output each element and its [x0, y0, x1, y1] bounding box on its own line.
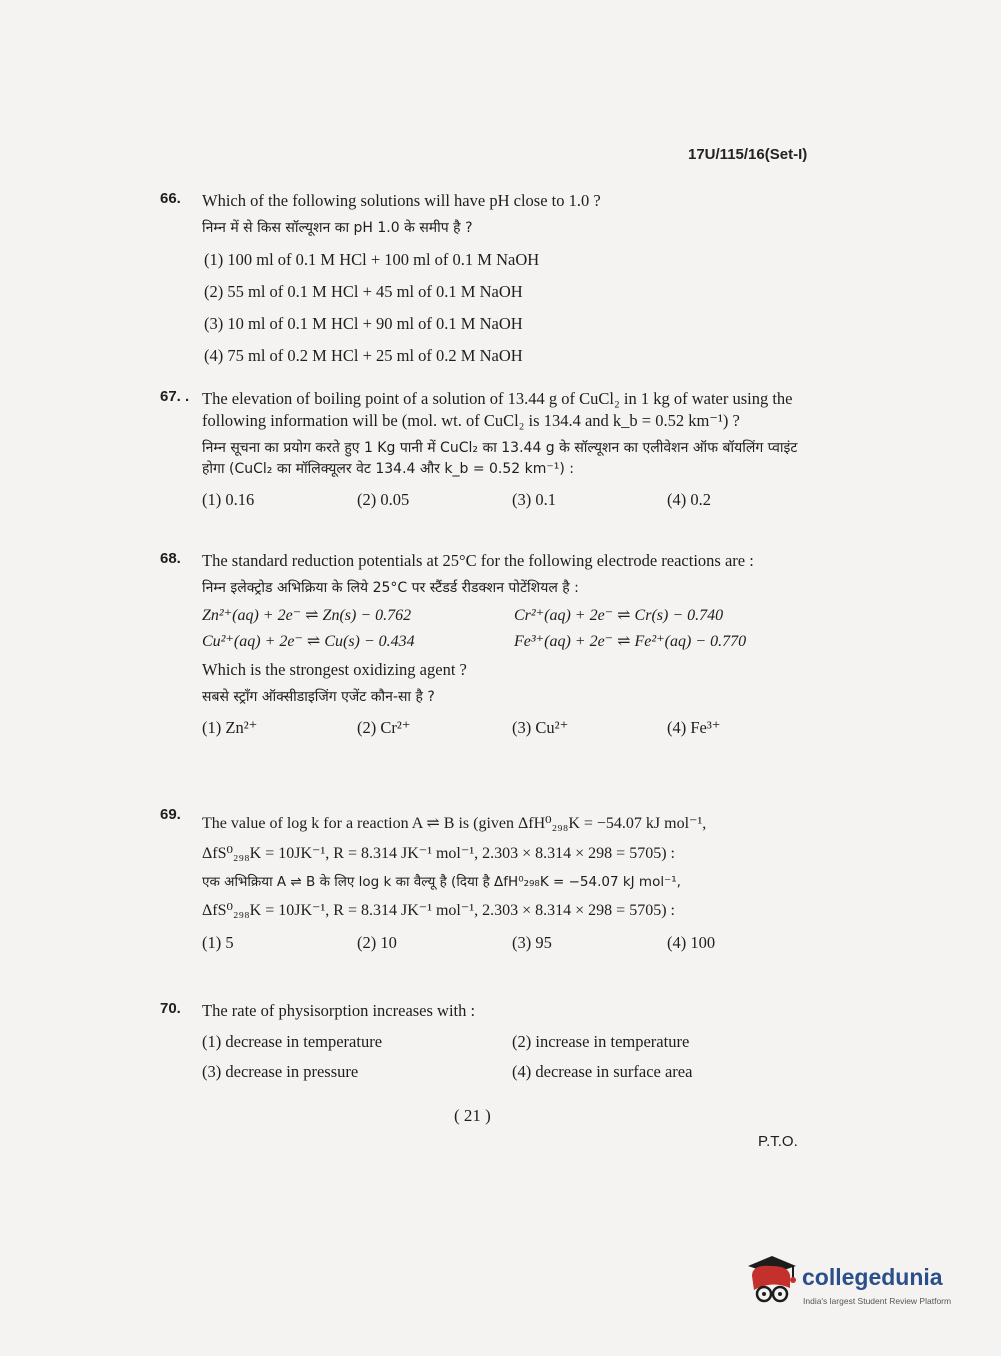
- option-3: (3) 0.1: [512, 490, 556, 509]
- question-number: 70.: [160, 1000, 181, 1017]
- option-1: (1) 0.16: [202, 490, 255, 509]
- option-4: (4) Fe³⁺: [667, 718, 721, 737]
- reaction-zn: Zn²⁺(aq) + 2e⁻ ⇌ Zn(s) − 0.762: [202, 607, 412, 624]
- question-text-en: Which of the following solutions will have pH close to 1.0 ?: [202, 191, 601, 210]
- question-66: [160, 190, 820, 367]
- question-number: 69.: [160, 806, 181, 823]
- paper-code: 17U/115/16(Set-I): [688, 146, 808, 163]
- question-69: [160, 806, 820, 953]
- reaction-fe: Fe³⁺(aq) + 2e⁻ ⇌ Fe²⁺(aq) − 0.770: [514, 633, 747, 650]
- reaction-cr: Cr²⁺(aq) + 2e⁻ ⇌ Cr(s) − 0.740: [514, 607, 724, 624]
- question-text-en-line2: ΔfS⁰₂₉₈K = 10JK⁻¹, R = 8.314 JK⁻¹ mol⁻¹, 2.303 × 8.314 × 298 = 5705) :: [202, 845, 675, 862]
- option-3: (3) 95: [512, 933, 552, 952]
- question-number: 67. .: [160, 388, 190, 405]
- option-1: (1) 100 ml of 0.1 M HCl + 100 ml of 0.1 M NaOH: [204, 250, 540, 269]
- question-number: 68.: [160, 550, 181, 567]
- option-4: (4) decrease in surface area: [512, 1062, 693, 1081]
- question-text-hi: निम्न इलेक्ट्रोड अभिक्रिया के लिये 25°C पर स्टैंडर्ड रीडक्शन पोटेंशियल है :: [202, 580, 579, 596]
- question-text-hi: निम्न सूचना का प्रयोग करते हुए 1 Kg पानी में CuCl₂ का 13.44 g के सॉल्यूशन का एलीवेशन ऑफ बॉयलिंग प्वाइंट होगा (CuCl₂ का मॉलिक्यूलर वेट 134.4 और k_b = 0.52 km⁻¹) :: [202, 440, 798, 477]
- option-1: (1) Zn²⁺: [202, 718, 258, 737]
- pto-label: P.T.O.: [758, 1133, 798, 1150]
- option-2: (2) increase in temperature: [512, 1032, 690, 1051]
- option-2: (2) 0.05: [357, 490, 410, 509]
- page-number: ( 21 ): [454, 1106, 491, 1125]
- question-text-en: The standard reduction potentials at 25°C for the following electrode reactions are :: [202, 551, 754, 570]
- mascot-icon: [742, 1250, 800, 1312]
- question-text-en: The elevation of boiling point of a solution of 13.44 g of CuCl₂ in 1 kg of water using the following information will be (mol. wt. of CuCl₂ is 134.4 and k_b = 0.52 km⁻¹) ?: [202, 389, 793, 430]
- option-2: (2) 55 ml of 0.1 M HCl + 45 ml of 0.1 M NaOH: [204, 282, 523, 301]
- question-text-hi: निम्न में से किस सॉल्यूशन का pH 1.0 के समीप है ?: [202, 220, 473, 236]
- option-4: (4) 75 ml of 0.2 M HCl + 25 ml of 0.2 M NaOH: [204, 346, 523, 365]
- question-68: [160, 550, 820, 738]
- question-text-en: The rate of physisorption increases with :: [202, 1001, 476, 1020]
- option-1: (1) decrease in temperature: [202, 1032, 383, 1051]
- collegedunia-logo: [742, 1250, 972, 1312]
- logo-tagline: India's largest Student Review Platform: [803, 1296, 952, 1306]
- option-3: (3) 10 ml of 0.1 M HCl + 90 ml of 0.1 M NaOH: [204, 314, 523, 333]
- question-text-hi-2: सबसे स्ट्रॉंग ऑक्सीडाइजिंग एजेंट कौन-सा है ?: [202, 689, 435, 705]
- option-4: (4) 0.2: [667, 490, 711, 509]
- option-1: (1) 5: [202, 933, 234, 952]
- question-text-en-line1: The value of log k for a reaction A ⇌ B is (given ΔfH⁰₂₉₈K = −54.07 kJ mol⁻¹,: [202, 815, 707, 832]
- question-number: 66.: [160, 190, 181, 207]
- question-text-hi-line1: एक अभिक्रिया A ⇌ B के लिए log k का वैल्यू है (दिया है ΔfH⁰₂₉₈K = −54.07 kJ mol⁻¹,: [202, 874, 681, 890]
- logo-wordmark: collegedunia: [802, 1264, 943, 1290]
- reaction-cu: Cu²⁺(aq) + 2e⁻ ⇌ Cu(s) − 0.434: [202, 633, 415, 650]
- question-67: [160, 388, 820, 510]
- option-2: (2) 10: [357, 933, 397, 952]
- question-text-hi-line2: ΔfS⁰₂₉₈K = 10JK⁻¹, R = 8.314 JK⁻¹ mol⁻¹, 2.303 × 8.314 × 298 = 5705) :: [202, 902, 675, 919]
- option-3: (3) decrease in pressure: [202, 1062, 359, 1081]
- question-text-en-2: Which is the strongest oxidizing agent ?: [202, 660, 467, 679]
- option-2: (2) Cr²⁺: [357, 718, 411, 737]
- question-70: [160, 1000, 820, 1082]
- option-4: (4) 100: [667, 933, 716, 952]
- option-3: (3) Cu²⁺: [512, 718, 569, 737]
